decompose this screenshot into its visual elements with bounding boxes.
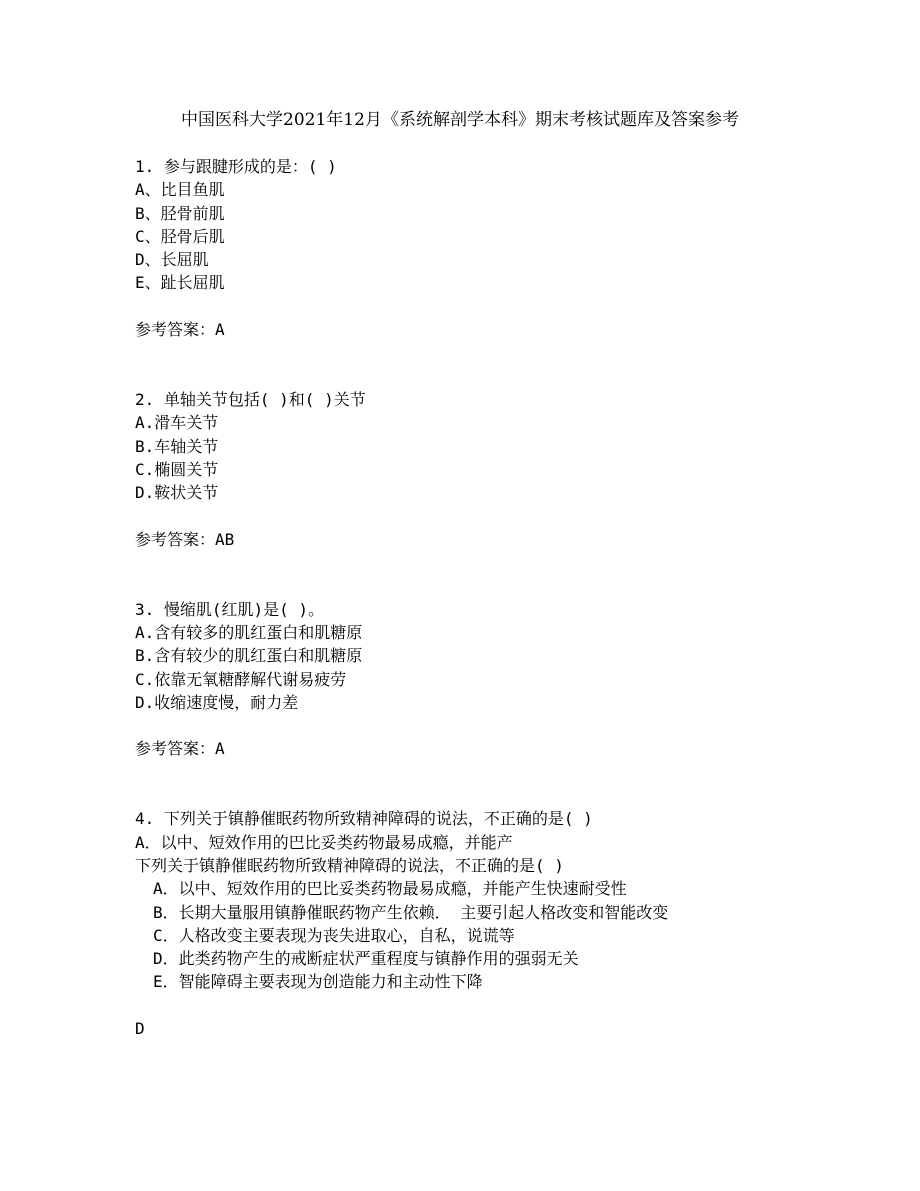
option-c: C．人格改变主要表现为丧失进取心，自私，说谎等 <box>153 925 515 945</box>
option-d: D、长屈肌 <box>135 250 209 270</box>
option-a: A.含有较多的肌红蛋白和肌糖原 <box>135 622 363 642</box>
option-d: D．此类药物产生的戒断症状严重程度与镇静作用的强弱无关 <box>153 949 579 969</box>
question-2 <box>135 388 895 551</box>
option-a: A、比目鱼肌 <box>135 180 225 200</box>
option-a: A.滑车关节 <box>135 413 219 433</box>
question-stem: 1. 参与跟腱形成的是：( ) <box>135 157 337 176</box>
option-b: B.车轴关节 <box>135 436 219 456</box>
option-c: C、胫骨后肌 <box>135 226 225 246</box>
option-d: D.鞍状关节 <box>135 483 219 503</box>
answer: 参考答案：A <box>135 320 225 340</box>
question-stem: 3. 慢缩肌(红肌)是( )。 <box>135 599 325 619</box>
question-1 <box>135 155 895 341</box>
question-list <box>135 155 895 1040</box>
question-stem: 2. 单轴关节包括( )和( )关节 <box>135 389 366 409</box>
option-c: C.依靠无氧糖酵解代谢易疲劳 <box>135 669 347 689</box>
option-b: B.含有较少的肌红蛋白和肌糖原 <box>135 646 363 666</box>
answer: 参考答案：AB <box>135 529 235 549</box>
answer: D <box>135 1018 145 1038</box>
page-title: 中国医科大学2021年12月《系统解剖学本科》期末考核试题库及答案参考 <box>181 110 739 130</box>
partial-option: A．以中、短效作用的巴比妥类药物最易成瘾，并能产 <box>135 832 513 852</box>
option-c: C.椭圆关节 <box>135 459 219 479</box>
answer: 参考答案：A <box>135 739 225 759</box>
question-3 <box>135 598 895 761</box>
option-a: A．以中、短效作用的巴比妥类药物最易成瘾，并能产生快速耐受性 <box>153 879 627 899</box>
option-d: D.收缩速度慢，耐力差 <box>135 692 299 712</box>
option-b: B、胫骨前肌 <box>135 203 225 223</box>
option-e: E．智能障碍主要表现为创造能力和主动性下降 <box>153 972 483 992</box>
option-b: B．长期大量服用镇静催眠药物产生依赖． 主要引起人格改变和智能改变 <box>153 902 669 922</box>
question-4 <box>135 807 895 1040</box>
option-e: E、趾长屈肌 <box>135 273 225 293</box>
question-stem: 4. 下列关于镇静催眠药物所致精神障碍的说法，不正确的是( ) <box>135 809 593 829</box>
restated-stem: 下列关于镇静催眠药物所致精神障碍的说法，不正确的是( ) <box>135 855 564 875</box>
